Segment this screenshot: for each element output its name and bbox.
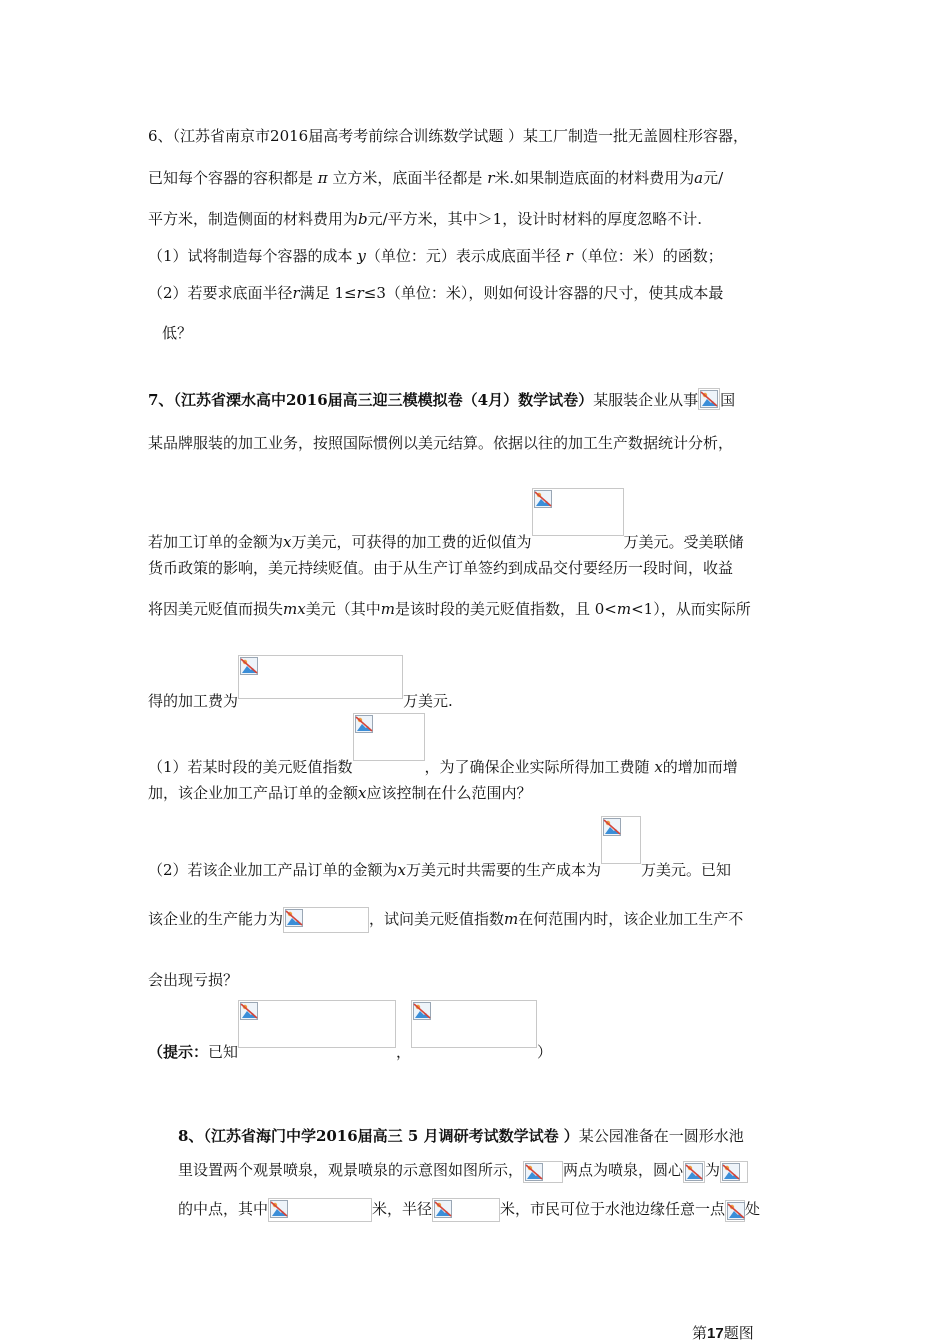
- formula-image: [601, 816, 641, 864]
- q6-line-1: 6、（江苏省南京市2016届高考考前综合训练数学试题 ）某工厂制造一批无盖圆柱形容器，: [148, 127, 748, 145]
- q8-line-1: 8、（江苏省海门中学2016届高三 5 月调研考试数学试卷 ）某公园准备在一圆形水池: [178, 1127, 744, 1145]
- formula-image: [353, 713, 425, 761]
- formula-image: [268, 1198, 372, 1222]
- q8-source: （江苏省海门中学2016届高三 5 月调研考试数学试卷 ）: [203, 1127, 579, 1145]
- formula-image: [432, 1198, 500, 1222]
- broken-image-icon: [525, 1163, 543, 1181]
- broken-image-icon: [727, 1202, 745, 1220]
- formula-image: [238, 655, 403, 699]
- q6-line-3: 平方米，制造侧面的材料费用为b元/平方米，其中＞1，设计时材料的厚度忽略不计.: [148, 210, 702, 228]
- formula-image: [720, 1161, 748, 1183]
- q7-hint: （提示：已知 ， ）: [148, 1000, 552, 1050]
- broken-image-icon: [685, 1163, 703, 1181]
- q6-part-2-cont: 低？: [162, 324, 193, 342]
- q7-sub-2-line-3: 会出现亏损？: [148, 971, 239, 989]
- formula-image: [411, 1000, 537, 1048]
- q7-line-6: 得的加工费为 万美元.: [148, 655, 453, 700]
- q7-line-4: 货币政策的影响，美元持续贬值。由于从生产订单签约到成品交付要经历一段时间，收益: [148, 559, 734, 577]
- formula-image: [523, 1161, 563, 1183]
- broken-image-icon: [534, 490, 552, 508]
- q7-sub-2: （2）若该企业加工产品订单的金额为x万美元时共需要的生产成本为 万美元。已知: [148, 816, 731, 864]
- q7-line-5: 将因美元贬值而损失mx美元（其中m是该时段的美元贬值指数，且 0<m<1），从而实际所: [148, 600, 751, 618]
- broken-image-icon: [240, 1002, 258, 1020]
- formula-image: [238, 1000, 396, 1048]
- q6-part-1: （1）试将制造每个容器的成本 y（单位：元）表示成底面半径 r（单位：米）的函数；: [148, 247, 723, 265]
- q7-line-2: 某品牌服装的加工业务，按照国际惯例以美元结算。依据以往的加工生产数据统计分析，: [148, 434, 734, 452]
- q7-source: （江苏省溧水高中2016届高三迎三模模拟卷（4月）数学试卷）: [173, 391, 594, 409]
- broken-image-icon: [285, 909, 303, 927]
- q8-line-3: 的中点，其中 米，半径 米，市民可位于水池边缘任意一点 处: [178, 1195, 760, 1219]
- broken-image-icon: [603, 818, 621, 836]
- formula-image: [283, 907, 369, 933]
- figure-caption: 第17题图: [692, 1324, 754, 1342]
- formula-image: [698, 388, 720, 410]
- q7-sub-1: （1）若某时段的美元贬值指数 ，为了确保企业实际所得加工费随 x的增加而增: [148, 713, 738, 763]
- broken-image-icon: [270, 1200, 288, 1218]
- broken-image-icon: [240, 657, 258, 675]
- formula-image: [725, 1200, 745, 1222]
- q6-part-2: （2）若要求底面半径r满足 1≤r≤3（单位：米），则如何设计容器的尺寸，使其成本最: [148, 284, 724, 302]
- q6-line-2: 已知每个容器的容积都是 π 立方米，底面半径都是 r米.如果制造底面的材料费用为a元/: [148, 169, 724, 187]
- broken-image-icon: [700, 390, 718, 408]
- formula-image: [532, 488, 624, 536]
- broken-image-icon: [434, 1200, 452, 1218]
- q7-line-1: 7、（江苏省溧水高中2016届高三迎三模模拟卷（4月）数学试卷）某服装企业从事 国: [148, 388, 735, 410]
- broken-image-icon: [355, 715, 373, 733]
- formula-image: [683, 1161, 705, 1183]
- broken-image-icon: [722, 1163, 740, 1181]
- q7-line-3: 若加工订单的金额为x万美元，可获得的加工费的近似值为 万美元。受美联储: [148, 488, 744, 538]
- q8-line-2: 里设置两个观景喷泉，观景喷泉的示意图如图所示， 两点为喷泉，圆心 为: [178, 1158, 748, 1180]
- q7-sub-2-line-2: 该企业的生产能力为 ，试问美元贬值指数m在何范围内时，该企业加工生产不: [148, 903, 743, 929]
- broken-image-icon: [413, 1002, 431, 1020]
- q7-sub-1-cont: 加，该企业加工产品订单的金额x应该控制在什么范围内？: [148, 784, 532, 802]
